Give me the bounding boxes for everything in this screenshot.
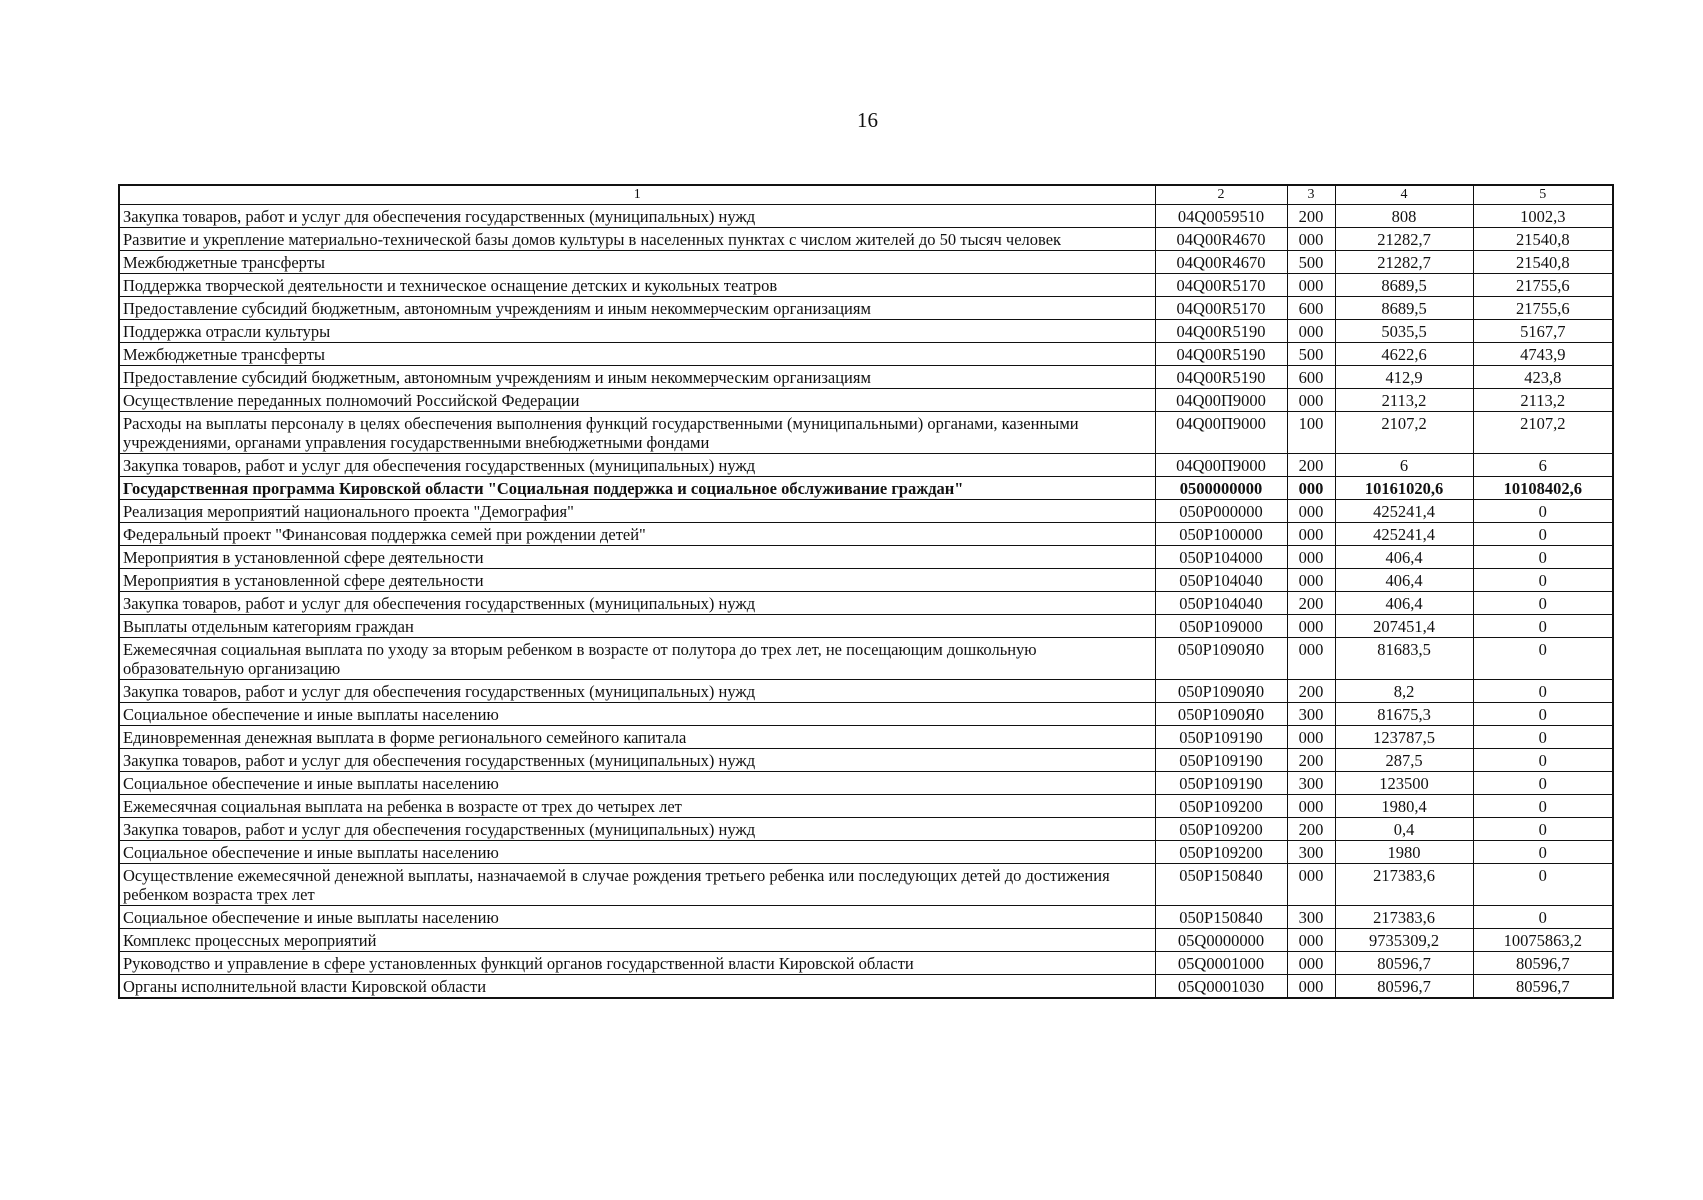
cell-amount-2: 0 [1473, 615, 1613, 638]
cell-code: 04Q00R5190 [1155, 343, 1287, 366]
table-row [119, 818, 1613, 841]
table-row [119, 952, 1613, 975]
cell-code: 050P1090Я0 [1155, 680, 1287, 703]
cell-amount-1: 808 [1335, 205, 1473, 228]
cell-name: Социальное обеспечение и иные выплаты населению [119, 841, 1155, 864]
table-row [119, 929, 1613, 952]
cell-amount-2: 80596,7 [1473, 975, 1613, 999]
table-row [119, 749, 1613, 772]
cell-name: Реализация мероприятий национального проекта "Демография" [119, 500, 1155, 523]
table-row [119, 546, 1613, 569]
cell-name: Федеральный проект "Финансовая поддержка семей при рождении детей" [119, 523, 1155, 546]
cell-name: Социальное обеспечение и иные выплаты населению [119, 906, 1155, 929]
cell-amount-1: 207451,4 [1335, 615, 1473, 638]
cell-amount-2: 10108402,6 [1473, 477, 1613, 500]
cell-code: 050P109200 [1155, 795, 1287, 818]
cell-amount-1: 2113,2 [1335, 389, 1473, 412]
cell-name: Ежемесячная социальная выплата на ребенка в возрасте от трех до четырех лет [119, 795, 1155, 818]
cell-type: 000 [1287, 500, 1335, 523]
cell-name: Закупка товаров, работ и услуг для обеспечения государственных (муниципальных) нужд [119, 818, 1155, 841]
cell-type: 200 [1287, 592, 1335, 615]
cell-code: 04Q00R5190 [1155, 366, 1287, 389]
cell-type: 000 [1287, 726, 1335, 749]
cell-code: 050P1090Я0 [1155, 703, 1287, 726]
cell-amount-2: 0 [1473, 818, 1613, 841]
cell-code: 050P109190 [1155, 749, 1287, 772]
cell-name: Ежемесячная социальная выплата по уходу за вторым ребенком в возрасте от полутора до трех лет, не посещающим дошкольную образовательную организацию [119, 638, 1155, 680]
cell-type: 200 [1287, 680, 1335, 703]
cell-code: 04Q00R4670 [1155, 251, 1287, 274]
cell-amount-2: 0 [1473, 726, 1613, 749]
cell-code: 050P104000 [1155, 546, 1287, 569]
cell-type: 300 [1287, 906, 1335, 929]
cell-name: Закупка товаров, работ и услуг для обеспечения государственных (муниципальных) нужд [119, 205, 1155, 228]
cell-amount-1: 217383,6 [1335, 864, 1473, 906]
cell-type: 200 [1287, 205, 1335, 228]
cell-amount-2: 0 [1473, 864, 1613, 906]
cell-type: 000 [1287, 795, 1335, 818]
cell-amount-1: 80596,7 [1335, 975, 1473, 999]
cell-amount-1: 425241,4 [1335, 523, 1473, 546]
cell-amount-2: 21540,8 [1473, 251, 1613, 274]
cell-name: Закупка товаров, работ и услуг для обеспечения государственных (муниципальных) нужд [119, 749, 1155, 772]
cell-code: 050P150840 [1155, 906, 1287, 929]
table-row [119, 975, 1613, 999]
cell-code: 0500000000 [1155, 477, 1287, 500]
cell-code: 05Q0000000 [1155, 929, 1287, 952]
cell-code: 050P100000 [1155, 523, 1287, 546]
cell-name: Закупка товаров, работ и услуг для обеспечения государственных (муниципальных) нужд [119, 680, 1155, 703]
cell-type: 000 [1287, 638, 1335, 680]
cell-type: 500 [1287, 251, 1335, 274]
cell-amount-1: 123500 [1335, 772, 1473, 795]
table-row [119, 320, 1613, 343]
cell-code: 050P104040 [1155, 592, 1287, 615]
cell-name: Поддержка отрасли культуры [119, 320, 1155, 343]
cell-amount-1: 412,9 [1335, 366, 1473, 389]
table-row [119, 615, 1613, 638]
cell-amount-1: 81675,3 [1335, 703, 1473, 726]
cell-amount-1: 5035,5 [1335, 320, 1473, 343]
cell-code: 05Q0001030 [1155, 975, 1287, 999]
cell-type: 000 [1287, 546, 1335, 569]
cell-type: 000 [1287, 523, 1335, 546]
cell-amount-1: 406,4 [1335, 569, 1473, 592]
cell-amount-2: 2107,2 [1473, 412, 1613, 454]
cell-type: 500 [1287, 343, 1335, 366]
cell-amount-2: 0 [1473, 703, 1613, 726]
table-row [119, 454, 1613, 477]
cell-name: Закупка товаров, работ и услуг для обеспечения государственных (муниципальных) нужд [119, 592, 1155, 615]
cell-amount-1: 8,2 [1335, 680, 1473, 703]
cell-type: 300 [1287, 703, 1335, 726]
cell-amount-1: 217383,6 [1335, 906, 1473, 929]
cell-name: Мероприятия в установленной сфере деятельности [119, 569, 1155, 592]
cell-code: 04Q0059510 [1155, 205, 1287, 228]
cell-amount-2: 0 [1473, 795, 1613, 818]
cell-amount-1: 21282,7 [1335, 228, 1473, 251]
table-row [119, 500, 1613, 523]
table-row [119, 638, 1613, 680]
cell-code: 04Q00R5170 [1155, 297, 1287, 320]
cell-amount-2: 21755,6 [1473, 274, 1613, 297]
cell-type: 000 [1287, 569, 1335, 592]
table-body [119, 205, 1613, 999]
page-number: 16 [857, 108, 878, 132]
budget-table [118, 184, 1614, 999]
column-header-amount-1: 4 [1335, 185, 1473, 205]
cell-code: 04Q00R5190 [1155, 320, 1287, 343]
cell-code: 050P000000 [1155, 500, 1287, 523]
cell-amount-1: 9735309,2 [1335, 929, 1473, 952]
cell-type: 000 [1287, 274, 1335, 297]
cell-amount-1: 8689,5 [1335, 274, 1473, 297]
table-row [119, 592, 1613, 615]
cell-amount-1: 0,4 [1335, 818, 1473, 841]
cell-code: 04Q00П9000 [1155, 389, 1287, 412]
table-row [119, 389, 1613, 412]
cell-name: Осуществление переданных полномочий Российской Федерации [119, 389, 1155, 412]
table-row [119, 228, 1613, 251]
cell-type: 000 [1287, 389, 1335, 412]
cell-name: Расходы на выплаты персоналу в целях обеспечения выполнения функций государственными (муниципальными) органами, казенными учреждениями, органами управления государственными внебюджетными фондами [119, 412, 1155, 454]
cell-amount-2: 2113,2 [1473, 389, 1613, 412]
cell-type: 300 [1287, 772, 1335, 795]
cell-type: 200 [1287, 454, 1335, 477]
table-row [119, 864, 1613, 906]
cell-name: Поддержка творческой деятельности и техническое оснащение детских и кукольных театров [119, 274, 1155, 297]
cell-type: 600 [1287, 366, 1335, 389]
cell-name: Закупка товаров, работ и услуг для обеспечения государственных (муниципальных) нужд [119, 454, 1155, 477]
cell-amount-2: 10075863,2 [1473, 929, 1613, 952]
cell-amount-1: 6 [1335, 454, 1473, 477]
cell-code: 04Q00R4670 [1155, 228, 1287, 251]
cell-amount-1: 10161020,6 [1335, 477, 1473, 500]
cell-code: 050P1090Я0 [1155, 638, 1287, 680]
cell-code: 050P109190 [1155, 772, 1287, 795]
cell-name: Социальное обеспечение и иные выплаты населению [119, 703, 1155, 726]
cell-code: 04Q00R5170 [1155, 274, 1287, 297]
cell-type: 000 [1287, 975, 1335, 999]
cell-type: 100 [1287, 412, 1335, 454]
column-header-code: 2 [1155, 185, 1287, 205]
cell-type: 000 [1287, 864, 1335, 906]
cell-name: Социальное обеспечение и иные выплаты населению [119, 772, 1155, 795]
cell-type: 000 [1287, 320, 1335, 343]
cell-amount-2: 0 [1473, 906, 1613, 929]
cell-code: 05Q0001000 [1155, 952, 1287, 975]
cell-amount-1: 1980 [1335, 841, 1473, 864]
cell-amount-2: 5167,7 [1473, 320, 1613, 343]
cell-amount-1: 1980,4 [1335, 795, 1473, 818]
cell-name: Осуществление ежемесячной денежной выплаты, назначаемой в случае рождения третьего ребенка или последующих детей до достижения ребенком возраста трех лет [119, 864, 1155, 906]
table-row [119, 726, 1613, 749]
cell-amount-2: 21540,8 [1473, 228, 1613, 251]
cell-name: Предоставление субсидий бюджетным, автономным учреждениям и иным некоммерческим организациям [119, 366, 1155, 389]
cell-type: 000 [1287, 477, 1335, 500]
cell-code: 050P109000 [1155, 615, 1287, 638]
cell-amount-2: 0 [1473, 638, 1613, 680]
cell-name: Единовременная денежная выплата в форме регионального семейного капитала [119, 726, 1155, 749]
cell-amount-1: 80596,7 [1335, 952, 1473, 975]
table-row [119, 412, 1613, 454]
cell-code: 050P104040 [1155, 569, 1287, 592]
cell-name: Государственная программа Кировской области "Социальная поддержка и социальное обслуживание граждан" [119, 477, 1155, 500]
column-header-type: 3 [1287, 185, 1335, 205]
cell-type: 000 [1287, 615, 1335, 638]
table-row [119, 297, 1613, 320]
cell-name: Руководство и управление в сфере установленных функций органов государственной власти Кировской области [119, 952, 1155, 975]
column-header-name: 1 [119, 185, 1155, 205]
cell-amount-2: 423,8 [1473, 366, 1613, 389]
cell-amount-1: 2107,2 [1335, 412, 1473, 454]
cell-amount-2: 0 [1473, 523, 1613, 546]
cell-amount-2: 0 [1473, 772, 1613, 795]
cell-type: 000 [1287, 228, 1335, 251]
cell-code: 050P150840 [1155, 864, 1287, 906]
cell-amount-1: 287,5 [1335, 749, 1473, 772]
cell-type: 600 [1287, 297, 1335, 320]
table-row [119, 841, 1613, 864]
cell-name: Выплаты отдельным категориям граждан [119, 615, 1155, 638]
cell-amount-2: 6 [1473, 454, 1613, 477]
cell-name: Предоставление субсидий бюджетным, автономным учреждениям и иным некоммерческим организациям [119, 297, 1155, 320]
cell-type: 000 [1287, 929, 1335, 952]
cell-type: 000 [1287, 952, 1335, 975]
table-header-row [119, 185, 1613, 205]
cell-amount-2: 4743,9 [1473, 343, 1613, 366]
cell-code: 050P109200 [1155, 818, 1287, 841]
cell-amount-2: 0 [1473, 569, 1613, 592]
cell-type: 200 [1287, 749, 1335, 772]
cell-amount-1: 21282,7 [1335, 251, 1473, 274]
cell-name: Межбюджетные трансферты [119, 343, 1155, 366]
table-row [119, 906, 1613, 929]
table-row [119, 477, 1613, 500]
cell-code: 04Q00П9000 [1155, 454, 1287, 477]
table-row [119, 795, 1613, 818]
cell-name: Межбюджетные трансферты [119, 251, 1155, 274]
table-row [119, 523, 1613, 546]
cell-name: Развитие и укрепление материально-технической базы домов культуры в населенных пунктах с числом жителей до 50 тысяч человек [119, 228, 1155, 251]
cell-code: 050P109200 [1155, 841, 1287, 864]
cell-amount-2: 0 [1473, 592, 1613, 615]
cell-amount-1: 406,4 [1335, 592, 1473, 615]
cell-name: Органы исполнительной власти Кировской области [119, 975, 1155, 999]
cell-amount-2: 0 [1473, 500, 1613, 523]
cell-amount-1: 406,4 [1335, 546, 1473, 569]
cell-amount-2: 0 [1473, 749, 1613, 772]
cell-amount-2: 0 [1473, 841, 1613, 864]
cell-amount-1: 123787,5 [1335, 726, 1473, 749]
cell-amount-1: 425241,4 [1335, 500, 1473, 523]
cell-amount-1: 8689,5 [1335, 297, 1473, 320]
cell-amount-2: 0 [1473, 546, 1613, 569]
cell-name: Комплекс процессных мероприятий [119, 929, 1155, 952]
cell-amount-2: 1002,3 [1473, 205, 1613, 228]
cell-name: Мероприятия в установленной сфере деятельности [119, 546, 1155, 569]
cell-amount-2: 21755,6 [1473, 297, 1613, 320]
table-row [119, 343, 1613, 366]
cell-type: 300 [1287, 841, 1335, 864]
cell-code: 04Q00П9000 [1155, 412, 1287, 454]
table-row [119, 703, 1613, 726]
table-row [119, 680, 1613, 703]
cell-code: 050P109190 [1155, 726, 1287, 749]
table-row [119, 274, 1613, 297]
cell-amount-2: 0 [1473, 680, 1613, 703]
cell-amount-1: 4622,6 [1335, 343, 1473, 366]
table-row [119, 772, 1613, 795]
column-header-amount-2: 5 [1473, 185, 1613, 205]
cell-amount-2: 80596,7 [1473, 952, 1613, 975]
cell-type: 200 [1287, 818, 1335, 841]
cell-amount-1: 81683,5 [1335, 638, 1473, 680]
table-row [119, 251, 1613, 274]
table-row [119, 205, 1613, 228]
table-row [119, 366, 1613, 389]
table-row [119, 569, 1613, 592]
